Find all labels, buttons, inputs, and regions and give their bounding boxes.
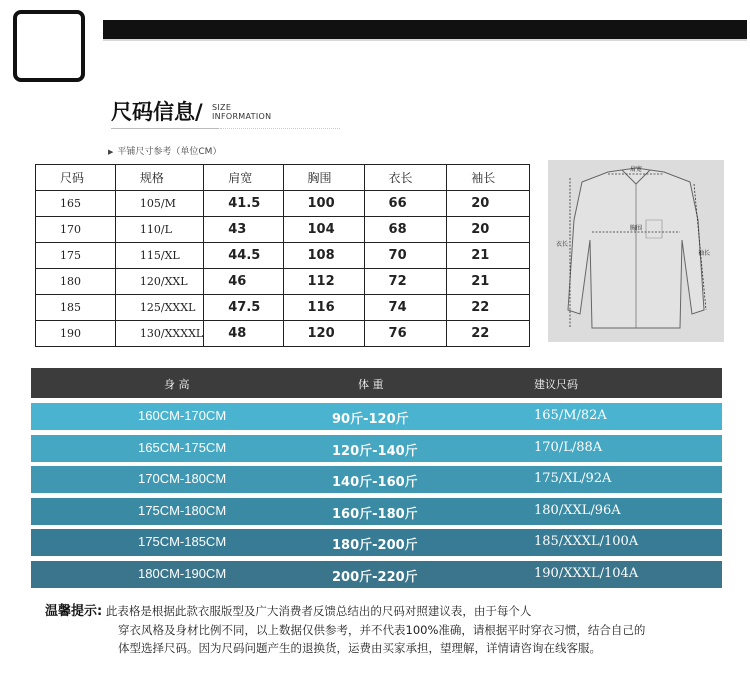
weight-range: 160斤-180斤 — [332, 507, 418, 522]
reminder-line-2: 穿衣风格及身材比例不同，以上数据仅供参考，并不代表100%准确，请根据平时穿衣习惯，结合自己的 — [118, 623, 646, 637]
spec-cell: 115/XL — [115, 243, 203, 269]
recommendation-row — [31, 529, 722, 556]
recommendation-row — [31, 498, 722, 525]
weight-range: 140斤-160斤 — [332, 475, 418, 490]
brand-slogan: 专注品质 一丝就很 — [634, 48, 735, 61]
length-cell: 72 — [364, 269, 447, 295]
header-cell: 衣长 — [364, 165, 447, 191]
shoulder-cell: 46 — [204, 269, 283, 295]
header-cell: 胸围 — [283, 165, 364, 191]
sleeve-cell: 21 — [447, 243, 530, 269]
length-label: 衣长 — [556, 241, 569, 248]
length-cell: 68 — [364, 217, 447, 243]
header-cell: 肩宽 — [204, 165, 283, 191]
size-cell: 180 — [36, 269, 116, 295]
recommendation-row — [31, 466, 722, 493]
top-banner-bar — [103, 20, 747, 61]
weight-range: 200斤-220斤 — [332, 570, 418, 585]
height-range: 160CM-170CM — [138, 408, 227, 423]
size-header: 建议尺码 — [534, 378, 578, 391]
recommendation-row — [31, 403, 722, 430]
chest-cell: 120 — [283, 321, 364, 347]
sleeve-cell: 20 — [447, 217, 530, 243]
triangle-bullet-icon: ▶ — [108, 148, 114, 156]
section-title-english — [212, 103, 271, 121]
sleeve-cell: 22 — [447, 295, 530, 321]
reminder-line-3: 体型选择尺码。因为尺码问题产生的退换货，运费由买家承担，望理解，详情请咨询在线客服。 — [118, 641, 601, 655]
shirt-measurement-diagram — [548, 160, 724, 342]
length-cell: 70 — [364, 243, 447, 269]
height-range: 175CM-185CM — [138, 534, 227, 549]
header-cell: 袖长 — [447, 165, 530, 191]
suggested-size: 190/XXXL/104A — [534, 566, 639, 581]
shirt-illustration — [548, 160, 724, 342]
spec-cell: 120/XXL — [115, 269, 203, 295]
suggested-size: 170/L/88A — [534, 440, 603, 455]
chest-cell: 100 — [283, 191, 364, 217]
sleeve-cell: 21 — [447, 269, 530, 295]
sleeve-label: 袖长 — [698, 250, 711, 257]
measurement-note — [108, 144, 221, 157]
spec-cell: 130/XXXXL — [115, 321, 203, 347]
height-range: 165CM-175CM — [138, 440, 227, 455]
height-header: 身 高 — [164, 378, 190, 391]
shoulder-cell: 47.5 — [204, 295, 283, 321]
table-row — [36, 269, 530, 295]
length-cell: 66 — [364, 191, 447, 217]
header-cell: 规格 — [115, 165, 203, 191]
kind-reminder — [45, 602, 725, 657]
shoulder-cell: 41.5 — [204, 191, 283, 217]
chest-cell: 116 — [283, 295, 364, 321]
height-range: 180CM-190CM — [138, 566, 227, 581]
weight-range: 90斤-120斤 — [332, 412, 409, 427]
size-cell: 175 — [36, 243, 116, 269]
recommendation-header — [31, 368, 722, 398]
chest-cell: 104 — [283, 217, 364, 243]
size-cell: 190 — [36, 321, 116, 347]
banner-divider — [103, 39, 747, 41]
sleeve-cell: 22 — [447, 321, 530, 347]
height-range: 175CM-180CM — [138, 503, 227, 518]
size-table — [35, 164, 530, 347]
table-row — [36, 243, 530, 269]
suggested-size: 185/XXXL/100A — [534, 534, 639, 549]
sleeve-cell: 20 — [447, 191, 530, 217]
length-cell: 76 — [364, 321, 447, 347]
weight-range: 180斤-200斤 — [332, 538, 418, 553]
suggested-size: 165/M/82A — [534, 408, 607, 423]
table-row — [36, 191, 530, 217]
header-cell: 尺码 — [36, 165, 116, 191]
size-cell: 170 — [36, 217, 116, 243]
measurement-note-text: 平铺尺寸参考（单位CM） — [117, 147, 222, 157]
table-row — [36, 295, 530, 321]
weight-range: 120斤-140斤 — [332, 444, 418, 459]
table-row — [36, 217, 530, 243]
title-underline — [111, 128, 219, 129]
length-cell: 74 — [364, 295, 447, 321]
section-title: 尺码信息/ — [111, 100, 203, 124]
size-cell: 185 — [36, 295, 116, 321]
suggested-size: 175/XL/92A — [534, 471, 612, 486]
recommendation-row — [31, 561, 722, 588]
shoulder-label: 肩宽 — [630, 166, 643, 173]
table-row — [36, 321, 530, 347]
title-dotted-rule — [220, 128, 340, 129]
chest-cell: 108 — [283, 243, 364, 269]
brand-logo-frame — [13, 10, 85, 82]
size-cell: 165 — [36, 191, 116, 217]
shoulder-cell: 48 — [204, 321, 283, 347]
spec-cell: 105/M — [115, 191, 203, 217]
spec-cell: 125/XXXL — [115, 295, 203, 321]
recommendation-row — [31, 435, 722, 462]
shoulder-cell: 44.5 — [204, 243, 283, 269]
title-en-line2: INFORMATION — [212, 112, 272, 121]
chest-label: 胸围 — [630, 225, 643, 232]
title-en-line1: SIZE — [212, 103, 232, 112]
suggested-size: 180/XXL/96A — [534, 503, 621, 518]
reminder-label: 温馨提示: — [45, 604, 103, 619]
size-table-header — [36, 165, 530, 191]
shoulder-cell: 43 — [204, 217, 283, 243]
chest-cell: 112 — [283, 269, 364, 295]
spec-cell: 110/L — [115, 217, 203, 243]
weight-header: 体 重 — [358, 378, 384, 391]
height-range: 170CM-180CM — [138, 471, 227, 486]
reminder-line-1: 此表格是根据此款衣服版型及广大消费者反馈总结出的尺码对照建议表，由于每个人 — [105, 604, 532, 618]
